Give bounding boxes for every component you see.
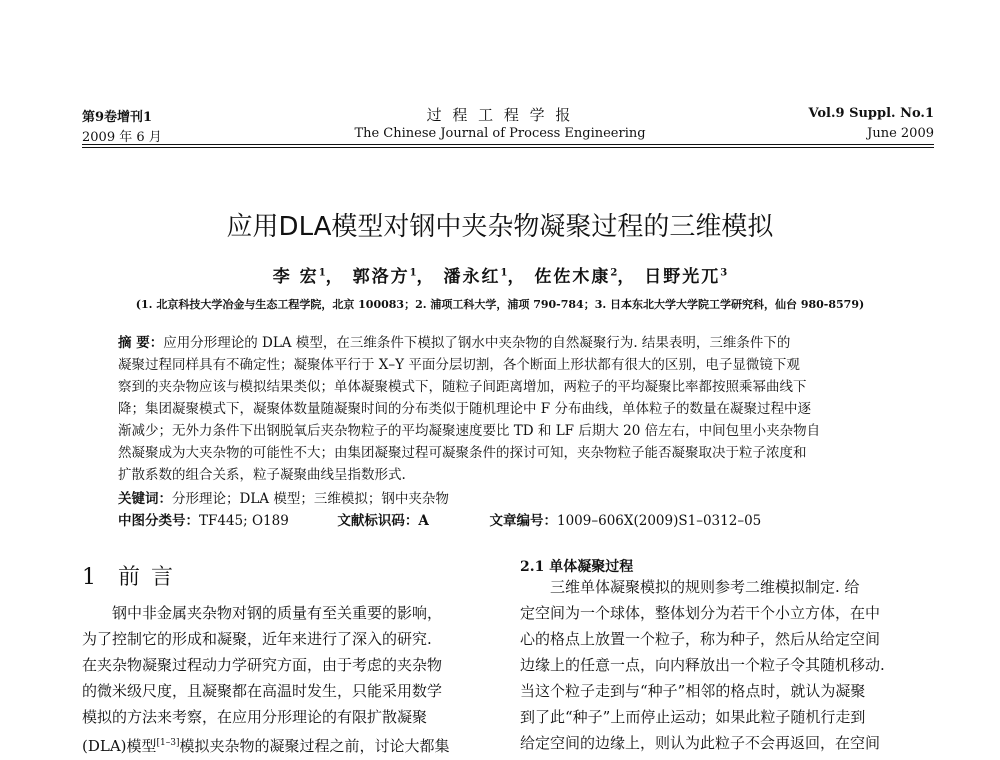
paragraph-line: 钢中非金属夹杂物对钢的质量有至关重要的影响， bbox=[112, 604, 443, 622]
paragraph-line: 为了控制它的形成和凝聚，近年来进行了深入的研究. bbox=[82, 630, 432, 648]
author: 日野光兀$^3$ bbox=[644, 267, 728, 287]
paragraph-line: 的微米级尺度，且凝聚都在高温时发生，只能采用数学 bbox=[82, 682, 443, 700]
author: 李 宏$^1$ bbox=[272, 267, 326, 287]
section-heading: 1 前 言 bbox=[82, 565, 175, 590]
abstract-line: 察到的夹杂物应该与模拟结果类似；单体凝聚模式下，随粒子间距离增加，两粒子的平均凝聚比率都按照乘幂曲线下 bbox=[118, 379, 807, 395]
clc-number: TF445; O189 bbox=[199, 513, 289, 529]
header-rule-bottom bbox=[82, 147, 934, 148]
paragraph-line: 在夹杂物凝聚过程动力学研究方面，由于考虑的夹杂物 bbox=[82, 656, 443, 674]
header-volume-en: Vol.9 Suppl. No.1 bbox=[808, 106, 934, 121]
abstract-line: 降；集团凝聚模式下，凝聚体数量随凝聚时间的分布类似于随机理论中 F 分布曲线，单体粒子的数量在凝聚过程中逐 bbox=[118, 401, 811, 417]
document-code: A bbox=[418, 513, 429, 529]
classification-line: 中图分类号：TF445; O189 文献标识码：A 文章编号：1009–606X(2009)S1–0312–05 bbox=[118, 513, 762, 529]
author: 郭洛方$^1$ bbox=[352, 267, 417, 287]
paragraph-line: 边缘上的任意一点，向内释放出一个粒子令其随机移动. bbox=[520, 656, 885, 674]
abstract-line: 凝聚过程同样具有不确定性；凝聚体平行于 X–Y 平面分层切割，各个断面上形状都有很大的区别，电子显微镜下观 bbox=[118, 357, 800, 373]
article-number: 1009–606X(2009)S1–0312–05 bbox=[557, 513, 762, 529]
author-list: 李 宏$^1$， 郭洛方$^1$， 潘永红$^1$， 佐佐木康$^2$， 日野光兀$^3$ bbox=[272, 267, 728, 287]
header-date: 2009 年 6 月 bbox=[82, 130, 162, 145]
paragraph-line: 心的格点上放置一个粒子，称为种子，然后从给定空间 bbox=[520, 630, 881, 648]
header-journal-en: The Chinese Journal of Process Engineering bbox=[354, 126, 646, 141]
header-journal-cn: 过 程 工 程 学 报 bbox=[426, 106, 574, 124]
abstract-line: 然凝聚成为大夹杂物的可能性不大；由集团凝聚过程可凝聚条件的探讨可知，夹杂物粒子能否凝聚取决于粒子浓度和 bbox=[118, 445, 807, 461]
right-column-body bbox=[520, 574, 940, 756]
author: 佐佐木康$^2$ bbox=[534, 267, 618, 287]
citation: [1–3] bbox=[156, 738, 180, 748]
paragraph-line: 到了此“种子”上而停止运动；如果此粒子随机行走到 bbox=[520, 708, 866, 726]
abstract-line: 扩散系数的组合关系，粒子凝聚曲线呈指数形式. bbox=[118, 467, 406, 483]
paragraph-line: 模拟的方法来考察，在应用分形理论的有限扩散凝聚 bbox=[82, 708, 428, 726]
paragraph-line: 当这个粒子走到与“种子”相邻的格点时，就认为凝聚 bbox=[520, 682, 866, 700]
paragraph-line: (DLA)模型[1–3]模拟夹杂物的凝聚过程之前，讨论大都集 bbox=[82, 737, 450, 755]
keywords: 关键词：分形理论；DLA 模型；三维模拟；钢中夹杂物 bbox=[118, 491, 449, 507]
header-date-en: June 2009 bbox=[867, 126, 934, 141]
paragraph-line: 给定空间的边缘上，则认为此粒子不会再返回，在空间 bbox=[520, 734, 881, 752]
header-volume: 第9卷增刊1 bbox=[82, 110, 153, 125]
header-rule-top bbox=[82, 144, 934, 145]
paragraph-line: 定空间为一个球体，整体划分为若干个小立方体，在中 bbox=[520, 604, 881, 622]
abstract-line: 摘 要：应用分形理论的 DLA 模型，在三维条件下模拟了钢水中夹杂物的自然凝聚行为. 结果表明，三维条件下的 bbox=[118, 335, 791, 351]
author: 潘永红$^1$ bbox=[443, 267, 508, 287]
affiliations: (1. 北京科技大学冶金与生态工程学院，北京 100083；2. 浦项工科大学，浦项 790-784；3. 日本东北大学大学院工学研究科，仙台 980-8579) bbox=[135, 298, 865, 311]
abstract-line: 渐减少；无外力条件下出钢脱氧后夹杂物粒子的平均凝聚速度要比 TD 和 LF 后期大 20 倍左右，中间包里小夹杂物自 bbox=[118, 423, 821, 439]
left-column-body bbox=[82, 600, 502, 759]
article-title: 应用DLA模型对钢中夹杂物凝聚过程的三维模拟 bbox=[226, 212, 774, 242]
subsection-heading: 2.1 单体凝聚过程 bbox=[520, 559, 634, 575]
abstract-label: 摘 要： bbox=[118, 335, 164, 351]
paragraph-line: 三维单体凝聚模拟的规则参考二维模拟制定. 给 bbox=[550, 578, 860, 596]
